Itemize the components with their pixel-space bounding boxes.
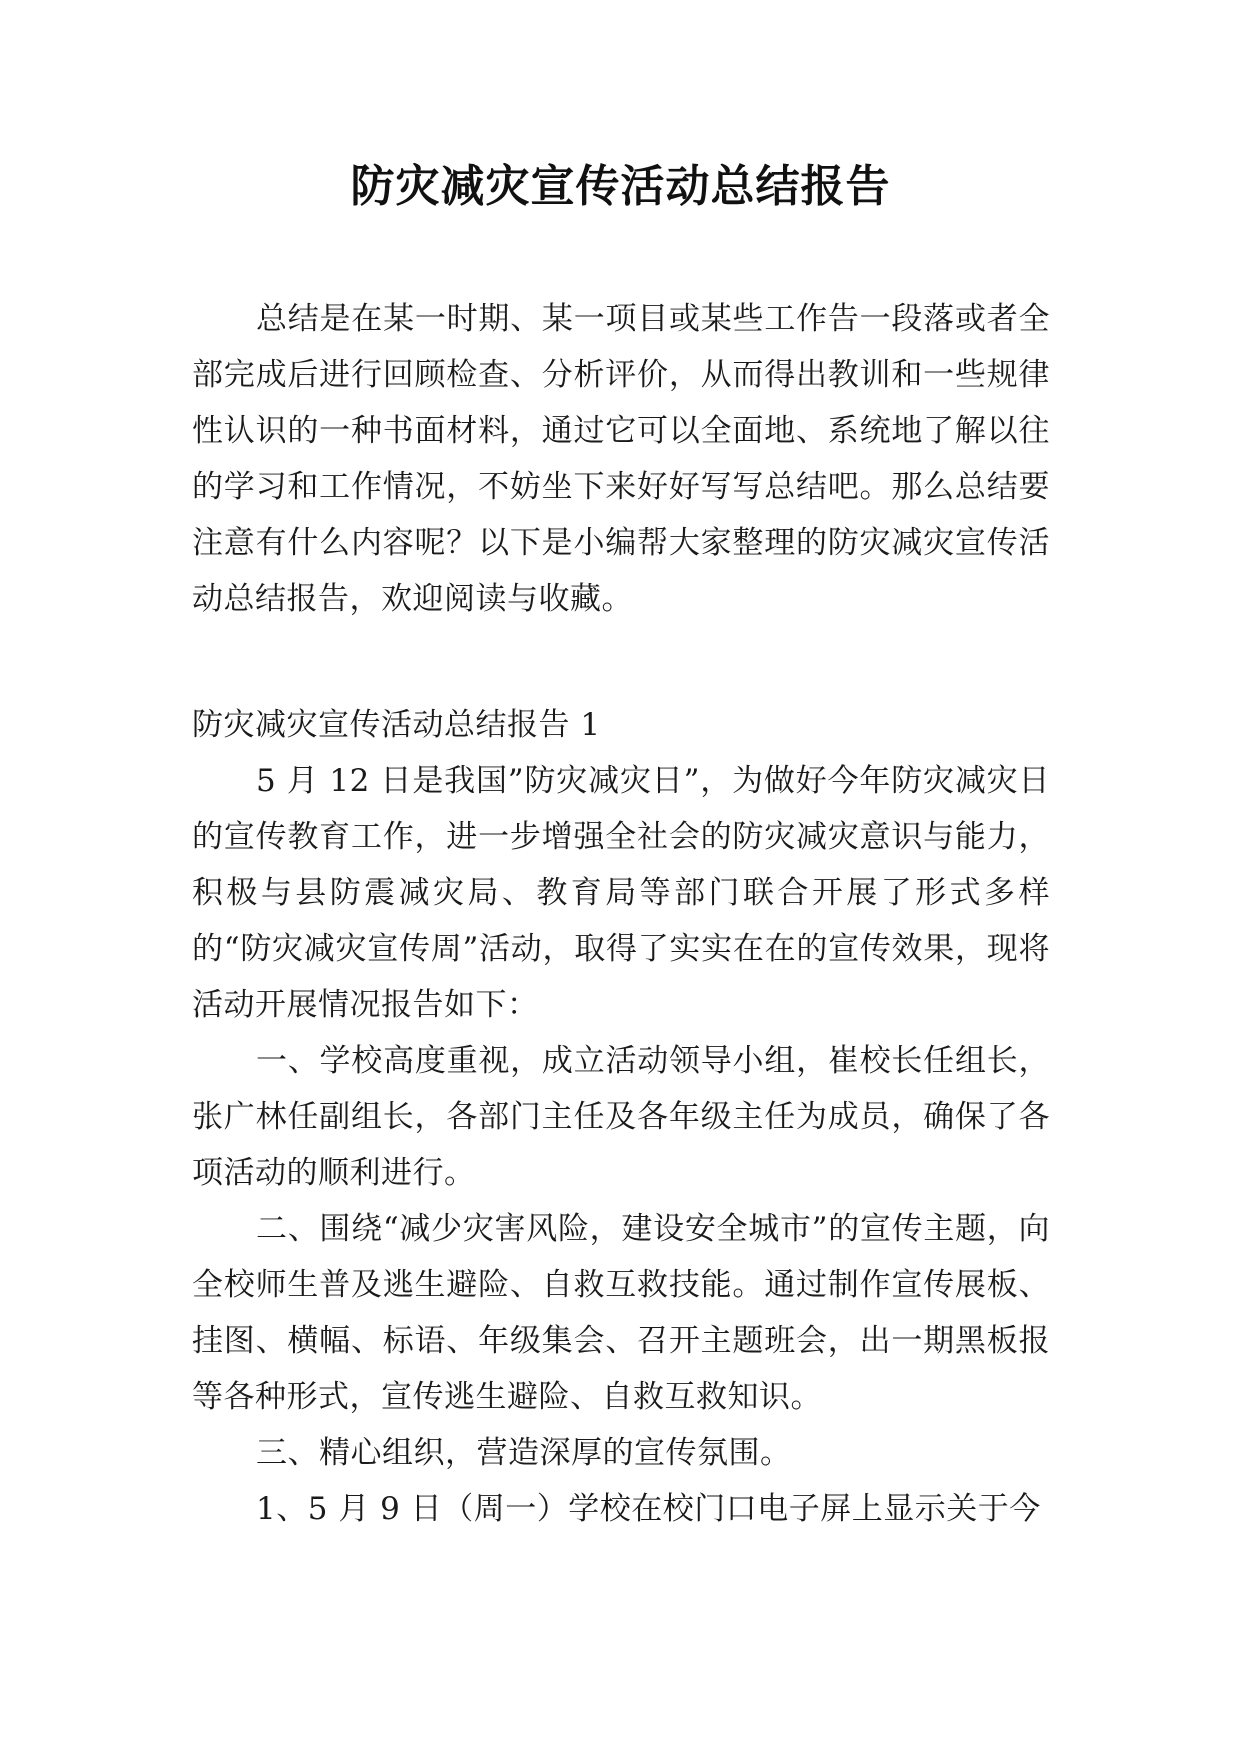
- body-paragraph: 三、精心组织，营造深厚的宣传氛围。: [256, 1435, 792, 1471]
- section-block: [192, 697, 1050, 1537]
- body-paragraph: 1、5 月 9 日（周一）学校在校门口电子屏上显示关于今: [256, 1491, 1041, 1527]
- body-paragraph: 一、学校高度重视，成立活动领导小组，崔校长任组长，张广林任副组长，各部门主任及各年级主任为成员，确保了各项活动的顺利进行。: [192, 1043, 1050, 1191]
- section-heading: 防灾减灾宣传活动总结报告 1: [192, 707, 601, 743]
- body-paragraph: 二、围绕“减少灾害风险，建设安全城市”的宣传主题，向全校师生普及逃生避险、自救互救技能。通过制作宣传展板、挂图、横幅、标语、年级集会、召开主题班会，出一期黑板报等各种形式，宣传逃生避险、自救互救知识。: [192, 1211, 1050, 1415]
- intro-paragraph: 总结是在某一时期、某一项目或某些工作告一段落或者全部完成后进行回顾检查、分析评价，从而得出教训和一些规律性认识的一种书面材料，通过它可以全面地、系统地了解以往的学习和工作情况，不妨坐下来好好写写总结吧。那么总结要注意有什么内容呢？以下是小编帮大家整理的防灾减灾宣传活动总结报告，欢迎阅读与收藏。: [192, 301, 1050, 617]
- intro-block: [192, 291, 1050, 627]
- document-title: 防灾减灾宣传活动总结报告: [350, 161, 891, 212]
- body-paragraph: 5 月 12 日是我国”防灾减灾日”，为做好今年防灾减灾日的宣传教育工作，进一步增强全社会的防灾减灾意识与能力，积极与县防震减灾局、教育局等部门联合开展了形式多样的“防灾减灾宣传周”活动，取得了实实在在的宣传效果，现将活动开展情况报告如下：: [192, 763, 1050, 1023]
